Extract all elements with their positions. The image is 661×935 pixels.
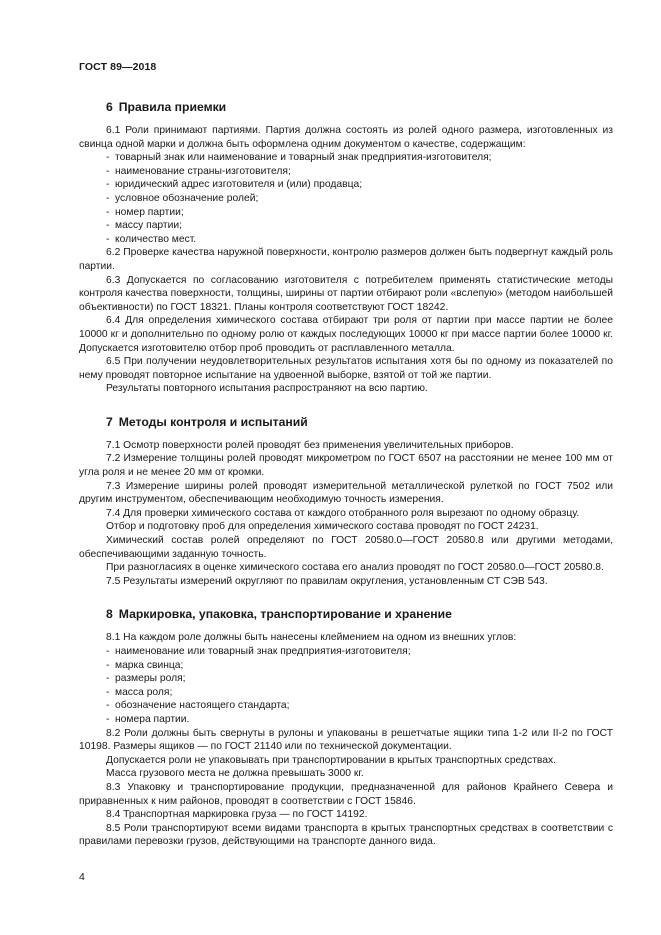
list-dash: -	[106, 659, 110, 671]
list-item-text: размеры роля;	[115, 673, 186, 685]
paragraph: 8.2 Роли должны быть свернуты в рулоны и упакованы в решетчатые ящики типа 1-2 или II-2 по ГОСТ 10198. Размеры ящиков — по ГОСТ 21140 или по технической документации.	[79, 727, 613, 753]
paragraph: 6.2 Проверке качества наружной поверхности, контролю размеров должен быть подвергнут каждый роль партии.	[79, 247, 613, 272]
list-item	[79, 219, 613, 233]
list-item	[79, 151, 613, 165]
list-item-text: юридический адрес изготовителя и (или) продавца;	[115, 179, 363, 191]
list-dash: -	[106, 700, 110, 712]
paragraph: Масса грузового места не должна превышать 3000 кг.	[106, 768, 364, 780]
list-item-text: количество мест.	[115, 233, 197, 245]
list-dash: -	[106, 206, 110, 218]
paragraph: При разногласиях в оценке химического состава его анализ проводят по ГОСТ 20580.0—ГОСТ 20580.8.	[106, 562, 604, 574]
list-dash: -	[106, 233, 110, 245]
section-spacer	[79, 588, 613, 601]
list-dash: -	[106, 192, 110, 204]
list-dash: -	[106, 646, 110, 657]
list-dash: -	[106, 165, 110, 177]
paragraph: Допускается роли не упаковывать при транспортировании в крытых транспортных средствах.	[106, 754, 557, 766]
list-dash: -	[106, 673, 110, 685]
standard-header: ГОСТ 89—2018	[79, 61, 157, 73]
list-item	[79, 165, 613, 179]
paragraph: Химический состав ролей определяют по ГОСТ 20580.0—ГОСТ 20580.8 или другими методами, обеспечивающими заданную точность.	[79, 535, 613, 560]
list-dash: -	[106, 179, 110, 191]
paragraph: 6.5 При получении неудовлетворительных результатов испытания хотя бы по одному из показателей по нему проводят повторное испытание на удвоенной выборке, взятой от той же партии.	[79, 356, 613, 381]
list-item	[79, 713, 613, 727]
paragraph: 7.4 Для проверки химического состава от каждого отобранного роля вырезают по одному образцу.	[106, 507, 580, 519]
list-dash: -	[106, 152, 110, 164]
section-spacer	[79, 88, 613, 94]
paragraph: 8.3 Упаковку и транспортирование продукции, предназначенной для районов Крайнего Севера и приравненных к ним районов, проводят в соответствии с ГОСТ 15846.	[79, 781, 613, 807]
section-title: Маркировка, упаковка, транспортирование и хранение	[118, 607, 452, 622]
list-item	[79, 178, 613, 192]
paragraph: Результаты повторного испытания распространяют на всю партию.	[106, 383, 428, 395]
paragraph: 6.4 Для определения химического состава отбирают три роля от партии при массе партии не более 10000 кг и дополнительно по одному ролю от каждых последующих 10000 кг при массе партии более 10000 кг. Допускается изготовителю отбор проб проводить от расплавленного металла.	[79, 315, 613, 354]
page-number: 4	[79, 871, 85, 883]
list-item	[79, 645, 613, 659]
list-item-text: номера партии.	[115, 713, 190, 725]
paragraph: 7.3 Измерение ширины ролей проводят измерительной металлической рулеткой по ГОСТ 7502 или другим инструментом, обеспечивающим необходимую точность измерения.	[79, 480, 613, 506]
list-item-text: обозначение настоящего стандарта;	[115, 700, 290, 712]
paragraph: Отбор и подготовку проб для определения химического состава проводят по ГОСТ 24231.	[106, 521, 539, 533]
list-item	[79, 192, 613, 206]
list-item-text: массу партии;	[115, 220, 182, 232]
paragraph: 8.1 На каждом роле должны быть нанесены клеймением на одном из внешних углов:	[106, 632, 517, 644]
section-heading	[79, 607, 613, 622]
list-item	[79, 672, 613, 686]
section-number: 6	[106, 100, 113, 114]
paragraph: 7.1 Осмотр поверхности ролей проводят без применения увеличительных приборов.	[106, 439, 514, 451]
section-heading	[79, 415, 613, 430]
section-spacer	[79, 396, 613, 409]
list-item-text: номер партии;	[115, 206, 184, 218]
list-dash: -	[106, 713, 110, 725]
section-heading	[79, 100, 613, 115]
paragraph: 7.2 Измерение толщины ролей проводят микрометром по ГОСТ 6507 на расстоянии не менее 100 мм от угла роля и не менее 20 мм от кромки.	[79, 453, 613, 479]
paragraph: 8.5 Роли транспортируют всеми видами транспорта в крытых транспортных средствах в соответствии с правилами перевозки грузов, действующими на транспорте данного вида.	[79, 822, 613, 848]
section-title: Правила приемки	[118, 100, 227, 114]
list-item-text: масса роля;	[115, 686, 173, 698]
document-body	[79, 88, 613, 849]
list-dash: -	[106, 220, 110, 232]
section-number: 8	[106, 607, 113, 622]
list-item	[79, 699, 613, 713]
section-number: 7	[106, 414, 113, 429]
paragraph: 7.5 Результаты измерений округляют по правилам округления, установленным СТ СЭВ 543.	[106, 575, 548, 587]
list-item-text: наименование или товарный знак предприятия-изготовителя;	[115, 646, 411, 657]
paragraph: 6.3 Допускается по согласованию изготовителя с потребителем применять статистические методы контроля качества поверхности, толщины, ширины от партии отбирают роли «вслепую» (методом наибольшей объективности) по ГОСТ 18321. Планы контроля соответствуют ГОСТ 18242.	[79, 274, 613, 313]
list-item-text: условное обозначение ролей;	[115, 192, 259, 204]
list-item	[79, 659, 613, 673]
paragraph: 8.4 Транспортная маркировка груза — по ГОСТ 14192.	[106, 809, 368, 821]
list-item-text: марка свинца;	[115, 659, 184, 671]
list-item	[79, 206, 613, 220]
paragraph: 6.1 Роли принимают партиями. Партия должна состоять из ролей одного размера, изготовленных из свинца одной марки и должна быть оформлена одним документом о качестве, содержащим:	[79, 125, 613, 150]
list-item-text: наименование страны-изготовителя;	[115, 165, 291, 177]
list-item-text: товарный знак или наименование и товарный знак предприятия-изготовителя;	[115, 152, 492, 164]
section-title: Методы контроля и испытаний	[118, 414, 308, 429]
list-item	[79, 686, 613, 700]
list-item	[79, 233, 613, 247]
list-dash: -	[106, 686, 110, 698]
